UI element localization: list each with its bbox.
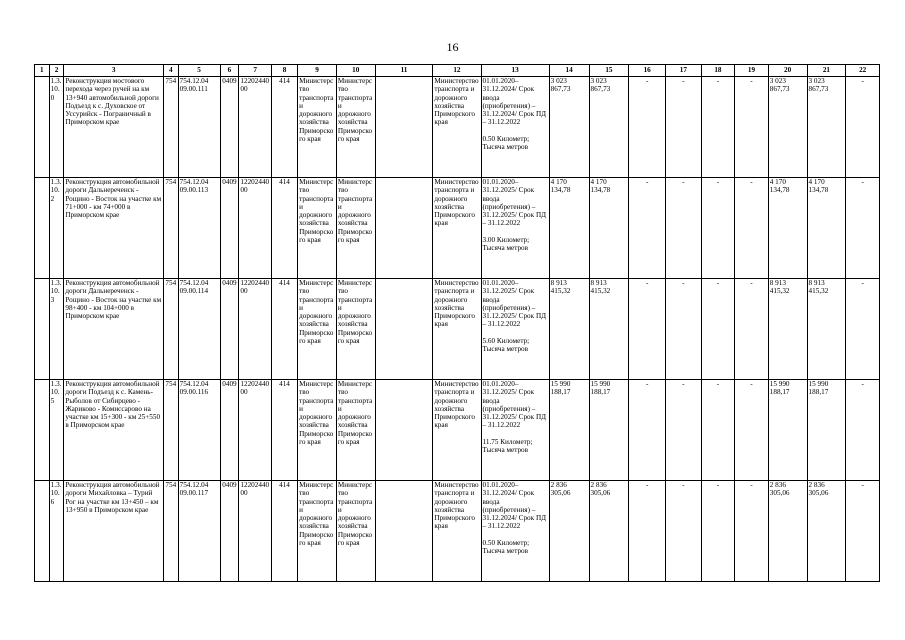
row-index-cell <box>35 279 50 380</box>
cell-c12: Министерство транспорта и дорожного хозяйства Приморского края <box>433 380 481 481</box>
cell-c5: 754.12.04 09.00.116 <box>178 380 220 481</box>
cell-c20: 3 023 867,73 <box>768 77 807 178</box>
row-index-cell <box>35 178 50 279</box>
cell-c11 <box>375 178 433 279</box>
cell-name: Реконструкция мостового перехода через ручей на км 13+940 автомобильной дороги Подъезд к с. Духовское от Уссурийск - Пограничный в Приморском крае <box>64 77 164 178</box>
cell-c22: - <box>846 77 880 178</box>
cell-name: Реконструкция автомобильной дороги Дальнереченск - Рощино - Восток на участке км 98+400 - км 104+000 в Приморском крае <box>64 279 164 380</box>
table-row <box>35 481 880 582</box>
cell-c5: 754.12.04 09.00.113 <box>178 178 220 279</box>
cell-c16: - <box>629 77 666 178</box>
column-header: 20 <box>768 65 807 77</box>
period-text: 01.01.2020–31.12.2024/ Срок ввода (приобретения) – 31.12.2024/ Срок ПД – 31.12.2022 <box>482 481 547 531</box>
cell-c21: 3 023 867,73 <box>807 77 846 178</box>
cell-c10: Министерство транспорта и дорожного хозяйства Приморского края <box>336 77 375 178</box>
cell-c18: - <box>701 77 735 178</box>
cell-c13 <box>481 481 549 582</box>
cell-c9: Министерство транспорта и дорожного хозяйства Приморского края <box>298 178 337 279</box>
cell-c13 <box>481 279 549 380</box>
column-header: 7 <box>239 65 272 77</box>
cell-code: 1.3.10.3 <box>49 279 64 380</box>
cell-name: Реконструкция автомобильной дороги Подъезд к с. Камень-Рыболов от Сибирцево - Жариково - Комиссарово на участке км 15+300 - км 25+550 в Приморском крае <box>64 380 164 481</box>
table-row <box>35 279 880 380</box>
capacity-text: 3.00 Километр; Тысяча метров <box>482 235 530 253</box>
cell-c15: 8 913 415,32 <box>589 279 629 380</box>
cell-code: 1.3.10.0 <box>49 77 64 178</box>
cell-c14: 15 990 188,17 <box>549 380 589 481</box>
cell-c8: 414 <box>271 380 297 481</box>
column-header: 16 <box>629 65 666 77</box>
cell-c5: 754.12.04 09.00.114 <box>178 279 220 380</box>
capacity-text: 0.50 Километр; Тысяча метров <box>482 538 530 556</box>
cell-code: 1.3.10.5 <box>49 380 64 481</box>
column-header: 18 <box>701 65 735 77</box>
cell-c6: 0409 <box>220 77 239 178</box>
cell-c19: - <box>735 481 769 582</box>
column-header: 15 <box>589 65 629 77</box>
column-header: 21 <box>807 65 846 77</box>
column-header: 5 <box>178 65 220 77</box>
column-header: 6 <box>220 65 239 77</box>
cell-c11 <box>375 380 433 481</box>
cell-c18: - <box>701 178 735 279</box>
cell-c14: 3 023 867,73 <box>549 77 589 178</box>
table-row <box>35 380 880 481</box>
cell-c10: Министерство транспорта и дорожного хозяйства Приморского края <box>336 481 375 582</box>
column-header: 17 <box>666 65 702 77</box>
cell-c16: - <box>629 481 666 582</box>
cell-c19: - <box>735 380 769 481</box>
cell-c8: 414 <box>271 77 297 178</box>
budget-table <box>34 64 880 582</box>
cell-c17: - <box>666 279 702 380</box>
cell-c11 <box>375 77 433 178</box>
cell-c20: 15 990 188,17 <box>768 380 807 481</box>
cell-code: 1.3.10.2 <box>49 178 64 279</box>
cell-c17: - <box>666 178 702 279</box>
cell-c6: 0409 <box>220 178 239 279</box>
cell-c22: - <box>846 178 880 279</box>
column-header: 22 <box>846 65 880 77</box>
cell-c16: - <box>629 178 666 279</box>
cell-c15: 4 170 134,78 <box>589 178 629 279</box>
period-text: 01.01.2020–31.12.2025/ Срок ввода (приобретения) – 31.12.2025/ Срок ПД – 31.12.2022 <box>482 279 547 329</box>
cell-name: Реконструкция автомобильной дороги Михайловка – Турий Рог на участке км 13+450 – км 13+950 в Приморском крае <box>64 481 164 582</box>
cell-c20: 8 913 415,32 <box>768 279 807 380</box>
cell-c14: 4 170 134,78 <box>549 178 589 279</box>
cell-c14: 8 913 415,32 <box>549 279 589 380</box>
column-header: 9 <box>298 65 337 77</box>
cell-c22: - <box>846 380 880 481</box>
column-header: 8 <box>271 65 297 77</box>
cell-c6: 0409 <box>220 279 239 380</box>
cell-c10: Министерство транспорта и дорожного хозяйства Приморского края <box>336 178 375 279</box>
cell-c15: 15 990 188,17 <box>589 380 629 481</box>
cell-c16: - <box>629 380 666 481</box>
cell-c20: 2 836 305,06 <box>768 481 807 582</box>
cell-c9: Министерство транспорта и дорожного хозяйства Приморского края <box>298 481 337 582</box>
cell-c19: - <box>735 77 769 178</box>
cell-c21: 2 836 305,06 <box>807 481 846 582</box>
cell-c8: 414 <box>271 279 297 380</box>
period-text: 01.01.2020–31.12.2024/ Срок ввода (приобретения) – 31.12.2024/ Срок ПД – 31.12.2022 <box>482 77 547 127</box>
table-body <box>35 77 880 582</box>
cell-c18: - <box>701 279 735 380</box>
cell-c21: 8 913 415,32 <box>807 279 846 380</box>
cell-c11 <box>375 481 433 582</box>
cell-c19: - <box>735 279 769 380</box>
cell-c15: 3 023 867,73 <box>589 77 629 178</box>
cell-c16: - <box>629 279 666 380</box>
capacity-text: 11.75 Километр; Тысяча метров <box>482 437 533 455</box>
cell-c9: Министерство транспорта и дорожного хозяйства Приморского края <box>298 279 337 380</box>
cell-c10: Министерство транспорта и дорожного хозяйства Приморского края <box>336 279 375 380</box>
cell-c21: 15 990 188,17 <box>807 380 846 481</box>
cell-c12: Министерство транспорта и дорожного хозяйства Приморского края <box>433 481 481 582</box>
cell-c15: 2 836 305,06 <box>589 481 629 582</box>
cell-c4: 754 <box>163 77 178 178</box>
row-index-cell <box>35 380 50 481</box>
column-header: 1 <box>35 65 50 77</box>
cell-c4: 754 <box>163 481 178 582</box>
cell-c17: - <box>666 380 702 481</box>
cell-c9: Министерство транспорта и дорожного хозяйства Приморского края <box>298 77 337 178</box>
column-header: 12 <box>433 65 481 77</box>
capacity-text: 0.50 Километр; Тысяча метров <box>482 134 530 152</box>
cell-c22: - <box>846 481 880 582</box>
cell-c12: Министерство транспорта и дорожного хозяйства Приморского края <box>433 77 481 178</box>
cell-c11 <box>375 279 433 380</box>
cell-name: Реконструкция автомобильной дороги Дальнереченск - Рощино - Восток на участке км 71+000 - км 74+000 в Приморском крае <box>64 178 164 279</box>
period-text: 01.01.2020–31.12.2025/ Срок ввода (приобретения) – 31.12.2025/ Срок ПД – 31.12.2022 <box>482 380 547 430</box>
cell-c17: - <box>666 481 702 582</box>
cell-c7: 1220244000 <box>239 77 272 178</box>
cell-c13 <box>481 77 549 178</box>
cell-c13 <box>481 178 549 279</box>
cell-c6: 0409 <box>220 380 239 481</box>
table-row <box>35 178 880 279</box>
cell-c22: - <box>846 279 880 380</box>
header-row <box>35 65 880 77</box>
column-header: 2 <box>49 65 64 77</box>
column-header: 4 <box>163 65 178 77</box>
column-header: 11 <box>375 65 433 77</box>
cell-c19: - <box>735 178 769 279</box>
cell-c12: Министерство транспорта и дорожного хозяйства Приморского края <box>433 279 481 380</box>
cell-c4: 754 <box>163 178 178 279</box>
cell-c14: 2 836 305,06 <box>549 481 589 582</box>
cell-code: 1.3.10.6 <box>49 481 64 582</box>
cell-c13 <box>481 380 549 481</box>
cell-c7: 1220244000 <box>239 380 272 481</box>
column-header: 14 <box>549 65 589 77</box>
table-row <box>35 77 880 178</box>
cell-c21: 4 170 134,78 <box>807 178 846 279</box>
cell-c8: 414 <box>271 481 297 582</box>
cell-c10: Министерство транспорта и дорожного хозяйства Приморского края <box>336 380 375 481</box>
page-number: 16 <box>446 40 459 54</box>
cell-c8: 414 <box>271 178 297 279</box>
column-header: 10 <box>336 65 375 77</box>
cell-c4: 754 <box>163 279 178 380</box>
cell-c7: 1220244000 <box>239 279 272 380</box>
cell-c9: Министерство транспорта и дорожного хозяйства Приморского края <box>298 380 337 481</box>
cell-c5: 754.12.04 09.00.117 <box>178 481 220 582</box>
row-index-cell <box>35 481 50 582</box>
cell-c4: 754 <box>163 380 178 481</box>
cell-c20: 4 170 134,78 <box>768 178 807 279</box>
capacity-text: 5.60 Километр; Тысяча метров <box>482 336 530 354</box>
period-text: 01.01.2020–31.12.2025/ Срок ввода (приобретения) – 31.12.2025/ Срок ПД – 31.12.2022 <box>482 178 547 228</box>
cell-c7: 1220244000 <box>239 178 272 279</box>
row-index-cell <box>35 77 50 178</box>
cell-c12: Министерство транспорта и дорожного хозяйства Приморского края <box>433 178 481 279</box>
cell-c18: - <box>701 380 735 481</box>
cell-c17: - <box>666 77 702 178</box>
column-header: 13 <box>481 65 549 77</box>
column-header: 19 <box>735 65 769 77</box>
cell-c18: - <box>701 481 735 582</box>
cell-c6: 0409 <box>220 481 239 582</box>
cell-c7: 1220244000 <box>239 481 272 582</box>
column-header: 3 <box>64 65 164 77</box>
cell-c5: 754.12.04 09.00.111 <box>178 77 220 178</box>
